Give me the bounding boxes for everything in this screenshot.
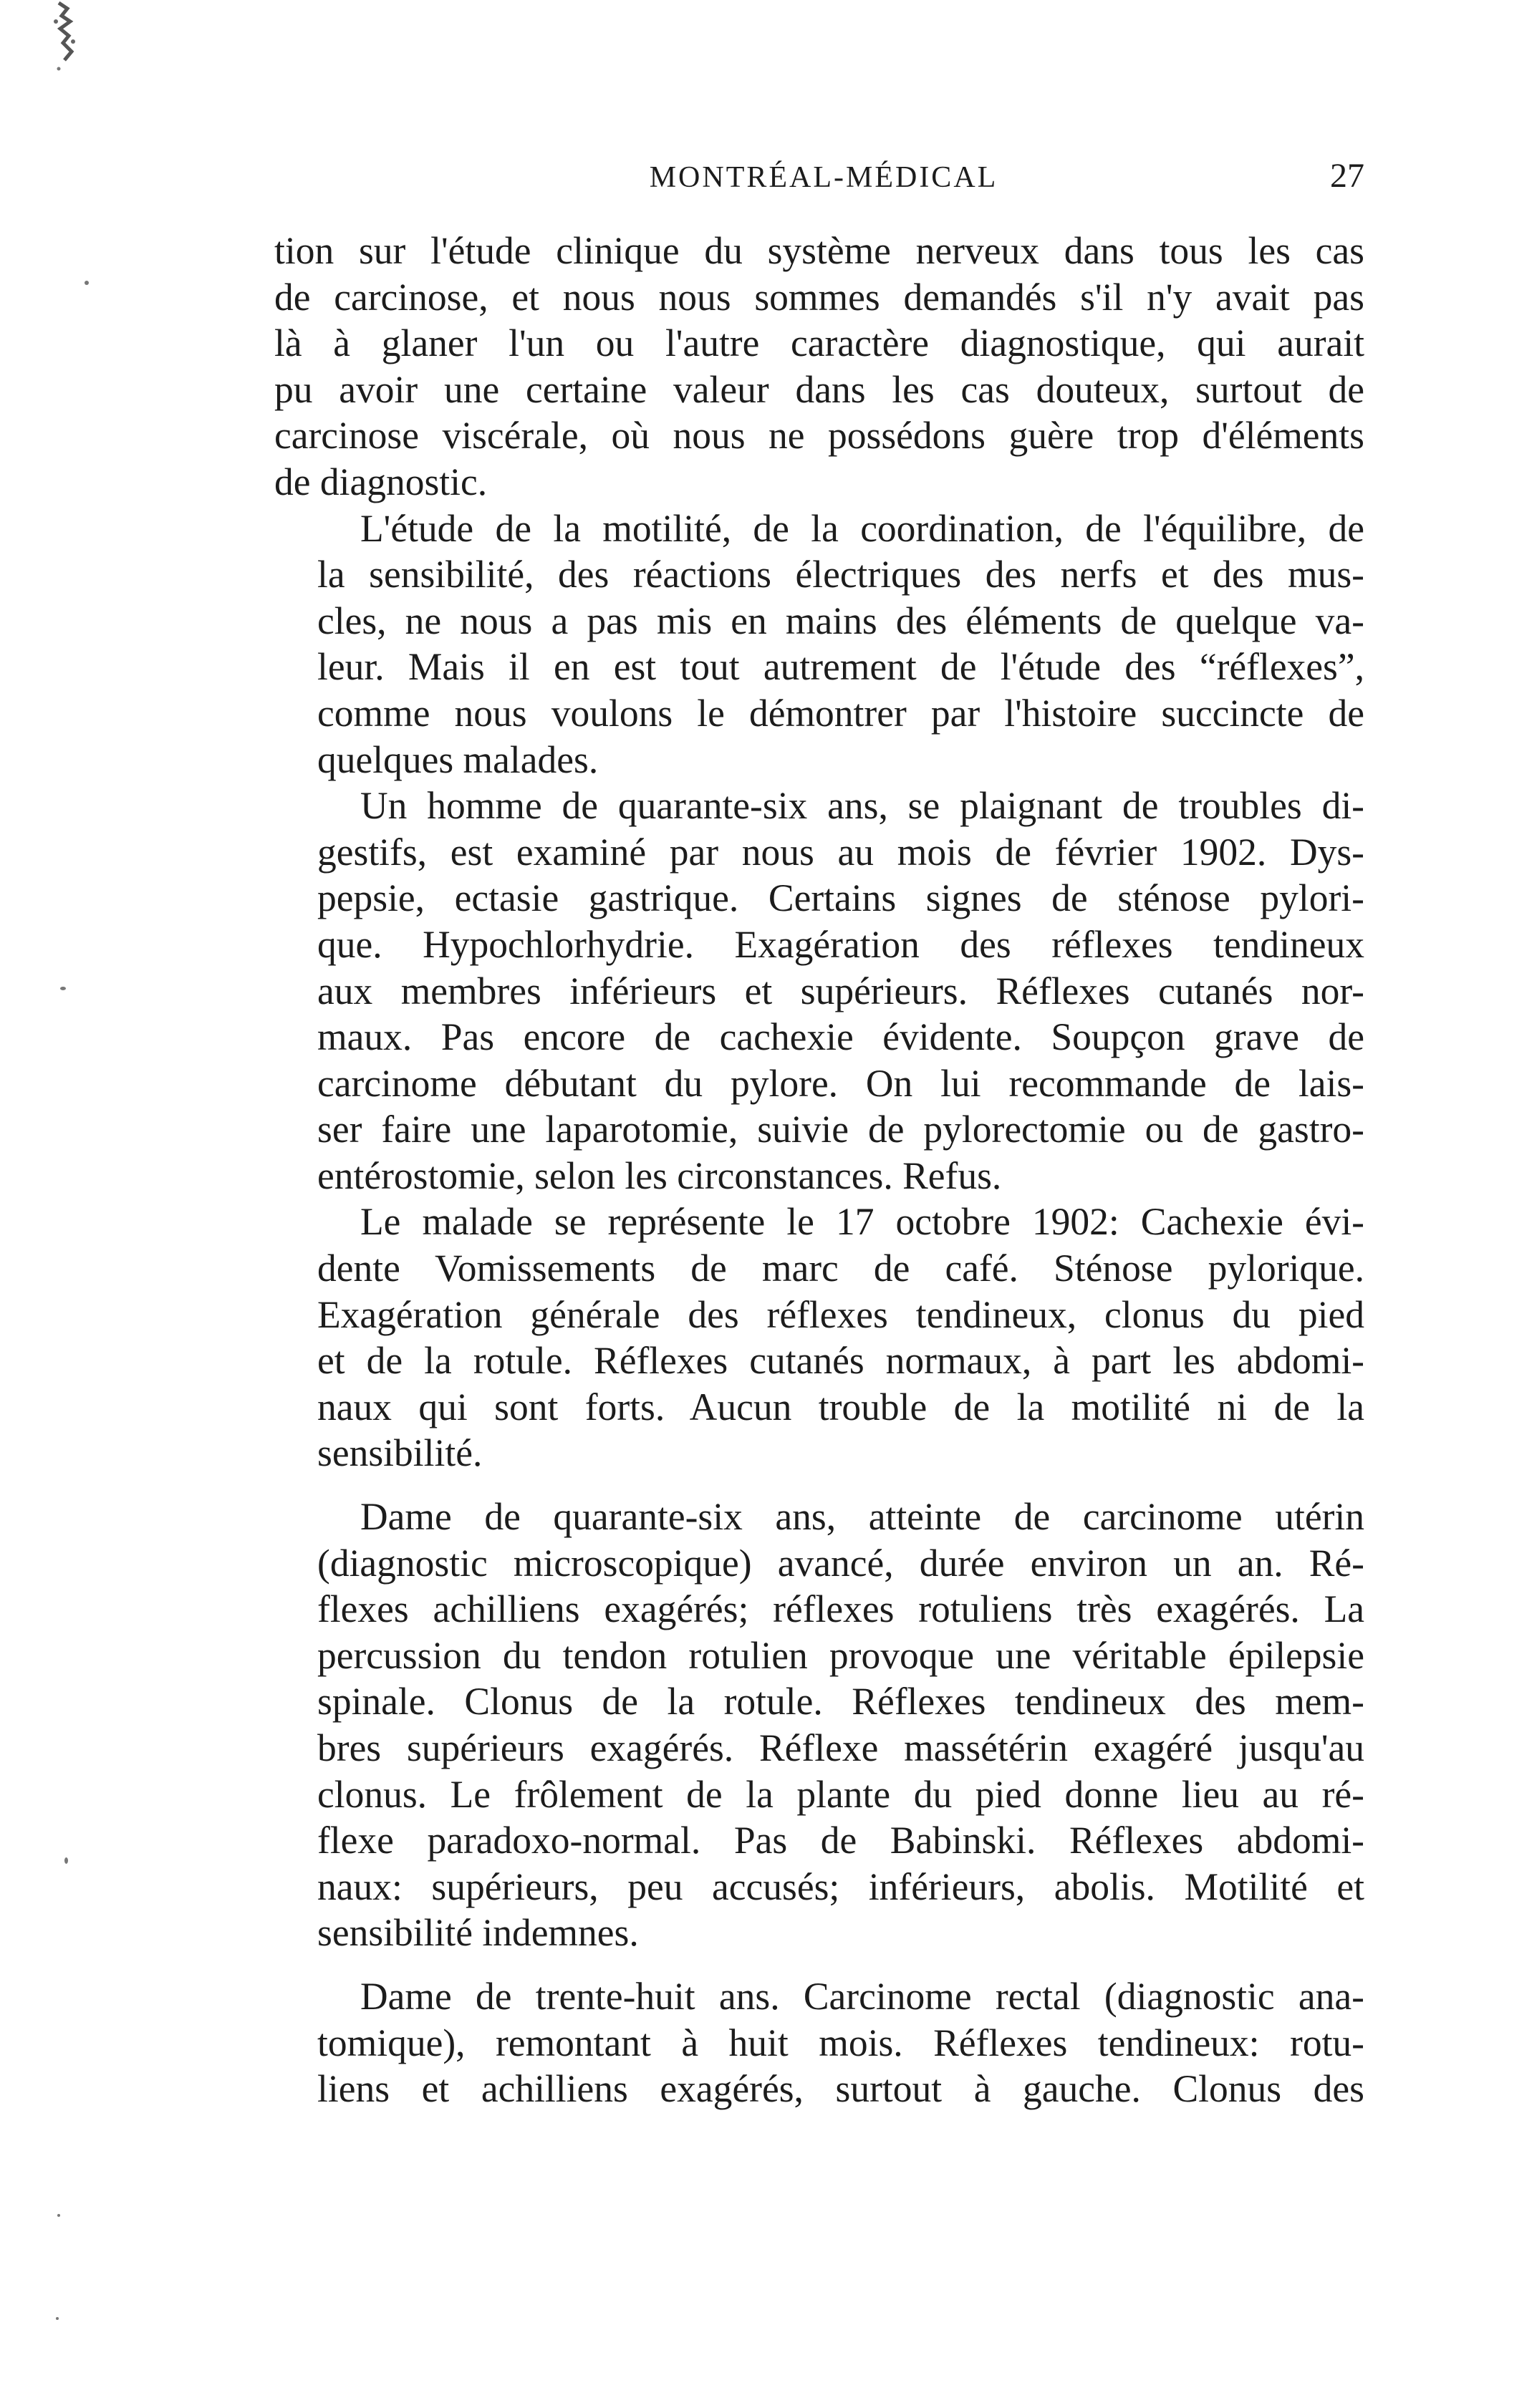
paragraph — [274, 783, 1364, 1199]
text-line: comme nous voulons le démontrer par l'histoire succincte de — [317, 691, 1364, 735]
text-line: flexes achilliens exagérés; réflexes rotuliens très exagérés. La — [317, 1587, 1364, 1631]
text-line: pepsie, ectasie gastrique. Certains signes de sténose pylori- — [317, 876, 1364, 920]
text-line: sensibilité. — [317, 1431, 483, 1475]
text-line: sensibilité indemnes. — [317, 1911, 639, 1955]
text-line: là à glaner l'un ou l'autre caractère diagnostique, qui aurait — [274, 321, 1364, 365]
text-line: Dame de quarante-six ans, atteinte de carcinome utérin — [360, 1495, 1364, 1539]
paragraph — [274, 506, 1364, 783]
page-number: 27 — [1330, 157, 1364, 195]
text-line: Le malade se représente le 17 octobre 1902: Cachexie évi- — [360, 1200, 1364, 1244]
text-line: de carcinose, et nous nous sommes demandés s'il n'y avait pas — [274, 275, 1364, 319]
text-line: flexe paradoxo-normal. Pas de Babinski. Réflexes abdomi- — [317, 1819, 1364, 1862]
paragraph — [274, 1973, 1364, 2112]
text-line: naux: supérieurs, peu accusés; inférieurs, abolis. Motilité et — [317, 1865, 1364, 1908]
text-line: cles, ne nous a pas mis en mains des éléments de quelque va- — [317, 599, 1364, 642]
text-line: carcinose viscérale, où nous ne possédons guère trop d'éléments — [274, 414, 1364, 458]
text-line: naux qui sont forts. Aucun trouble de la motilité ni de la — [317, 1385, 1364, 1428]
paragraph — [274, 228, 1364, 506]
text-line: tomique), remontant à huit mois. Réflexes tendineux: rotu- — [317, 2021, 1364, 2064]
text-line: spinale. Clonus de la rotule. Réflexes tendineux des mem- — [317, 1680, 1364, 1723]
text-line: gestifs, est examiné par nous au mois de février 1902. Dys- — [317, 830, 1364, 874]
text-line: et de la rotule. Réflexes cutanés normaux, à part les abdomi- — [317, 1339, 1364, 1383]
paragraph — [274, 1494, 1364, 1956]
text-line: L'étude de la motilité, de la coordination, de l'équilibre, de — [360, 506, 1364, 550]
scan-speck — [57, 2214, 60, 2217]
text-line: de diagnostic. — [274, 460, 488, 503]
text-line: bres supérieurs exagérés. Réflexe massétérin exagéré jusqu'au — [317, 1726, 1364, 1769]
text-line: (diagnostic microscopique) avancé, durée environ un an. Ré- — [317, 1541, 1364, 1585]
running-title: MONTRÉAL-MÉDICAL — [649, 161, 998, 194]
text-line: la sensibilité, des réactions électriques des nerfs et des mus- — [317, 553, 1364, 596]
text-line: Un homme de quarante-six ans, se plaignant de troubles di- — [360, 784, 1364, 828]
text-line: clonus. Le frôlement de la plante du pied donne lieu au ré- — [317, 1772, 1364, 1816]
text-line: liens et achilliens exagérés, surtout à gauche. Clonus des — [317, 2067, 1364, 2111]
paragraph — [274, 1199, 1364, 1476]
scan-edge-mark — [46, 0, 82, 79]
scan-speck — [85, 281, 89, 285]
text-line: ser faire une laparotomie, suivie de pylorectomie ou de gastro- — [317, 1108, 1364, 1151]
text-line: pu avoir une certaine valeur dans les cas douteux, surtout de — [274, 367, 1364, 411]
scan-speck — [56, 2317, 59, 2320]
text-line: Exagération générale des réflexes tendineux, clonus du pied — [317, 1292, 1364, 1336]
scan-speck — [64, 1857, 68, 1864]
text-line: entérostomie, selon les circonstances. Refus. — [317, 1154, 1002, 1197]
text-line: que. Hypochlorhydrie. Exagération des réflexes tendineux — [317, 922, 1364, 966]
text-line: percussion du tendon rotulien provoque une véritable épilepsie — [317, 1633, 1364, 1677]
text-line: tion sur l'étude clinique du système nerveux dans tous les cas — [274, 229, 1364, 272]
text-line: maux. Pas encore de cachexie évidente. Soupçon grave de — [317, 1015, 1364, 1059]
running-head — [283, 157, 1364, 203]
text-line: quelques malades. — [317, 738, 599, 781]
text-line: leur. Mais il en est tout autrement de l'étude des “réflexes”, — [317, 645, 1364, 689]
text-line: Dame de trente-huit ans. Carcinome rectal (diagnostic ana- — [360, 1974, 1364, 2018]
text-line: aux membres inférieurs et supérieurs. Réflexes cutanés nor- — [317, 969, 1364, 1012]
text-line: carcinome débutant du pylore. On lui recommande de lais- — [317, 1061, 1364, 1105]
text-line: dente Vomissements de marc de café. Sténose pylorique. — [317, 1247, 1364, 1290]
body-text — [274, 228, 1364, 2112]
scan-speck — [60, 987, 66, 990]
